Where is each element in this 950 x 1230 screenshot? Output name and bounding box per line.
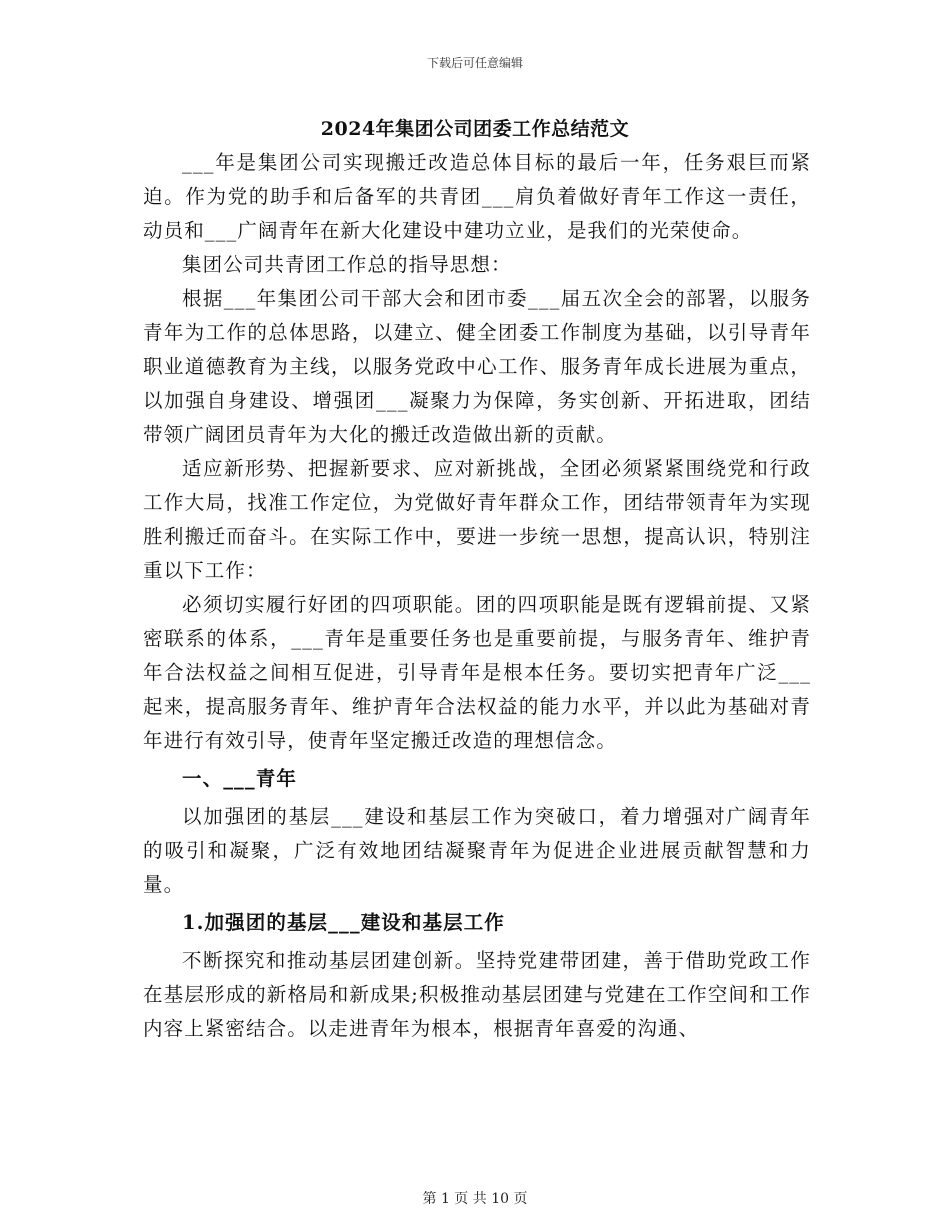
paragraph: 集团公司共青团工作总的指导思想：: [182, 253, 512, 276]
document-title: 2024年集团公司团委工作总结范文: [320, 118, 630, 140]
paragraph: 适应新形势、把握新要求、应对新挑战，全团必须紧紧围绕党和行政工作大局，找准工作定位，为党做好青年群众工作，团结带领青年为实现胜利搬迁而奋斗。在实际工作中，要进一步统一思想，提高认识，特别注重以下工作：: [143, 457, 811, 582]
page-number: 第 1 页 共 10 页: [422, 1191, 528, 1207]
paragraph: 根据___年集团公司干部大会和团市委___届五次全会的部署，以服务青年为工作的总体思路，以建立、健全团委工作制度为基础，以引导青年职业道德教育为主线，以服务党政中心工作、服务青年成长进展为重点，以加强自身建设、增强团___凝聚力为保障，务实创新、开拓进取，团结带领广阔团员青年为大化的搬迁改造做出新的贡献。: [143, 287, 811, 446]
paragraph: ___年是集团公司实现搬迁改造总体目标的最后一年，任务艰巨而紧迫。作为党的助手和后备军的共青团___肩负着做好青年工作这一责任，动员和___广阔青年在新大化建设中建功立业，是我们的光荣使命。: [143, 151, 811, 242]
subsection-heading: 1.加强团的基层___建设和基层工作: [182, 911, 505, 934]
paragraph: 以加强团的基层___建设和基层工作为突破口，着力增强对广阔青年的吸引和凝聚，广泛有效地团结凝聚青年为促进企业进展贡献智慧和力量。: [143, 805, 811, 896]
paragraph: 不断探究和推动基层团建创新。坚持党建带团建，善于借助党政工作在基层形成的新格局和新成果;积极推动基层团建与党建在工作空间和工作内容上紧密结合。以走进青年为根本，根据青年喜爱的沟通、: [143, 949, 811, 1040]
page-header-note: 下载后可任意编辑: [426, 56, 523, 70]
document-body: [143, 146, 811, 1046]
section-heading: 一、___青年: [182, 767, 297, 790]
paragraph: 必须切实履行好团的四项职能。团的四项职能是既有逻辑前提、又紧密联系的体系，___青年是重要任务也是重要前提，与服务青年、维护青年合法权益之间相互促进，引导青年是根本任务。要切实把青年广泛___起来，提高服务青年、维护青年合法权益的能力水平，并以此为基础对青年进行有效引导，使青年坚定搬迁改造的理想信念。: [143, 593, 811, 752]
